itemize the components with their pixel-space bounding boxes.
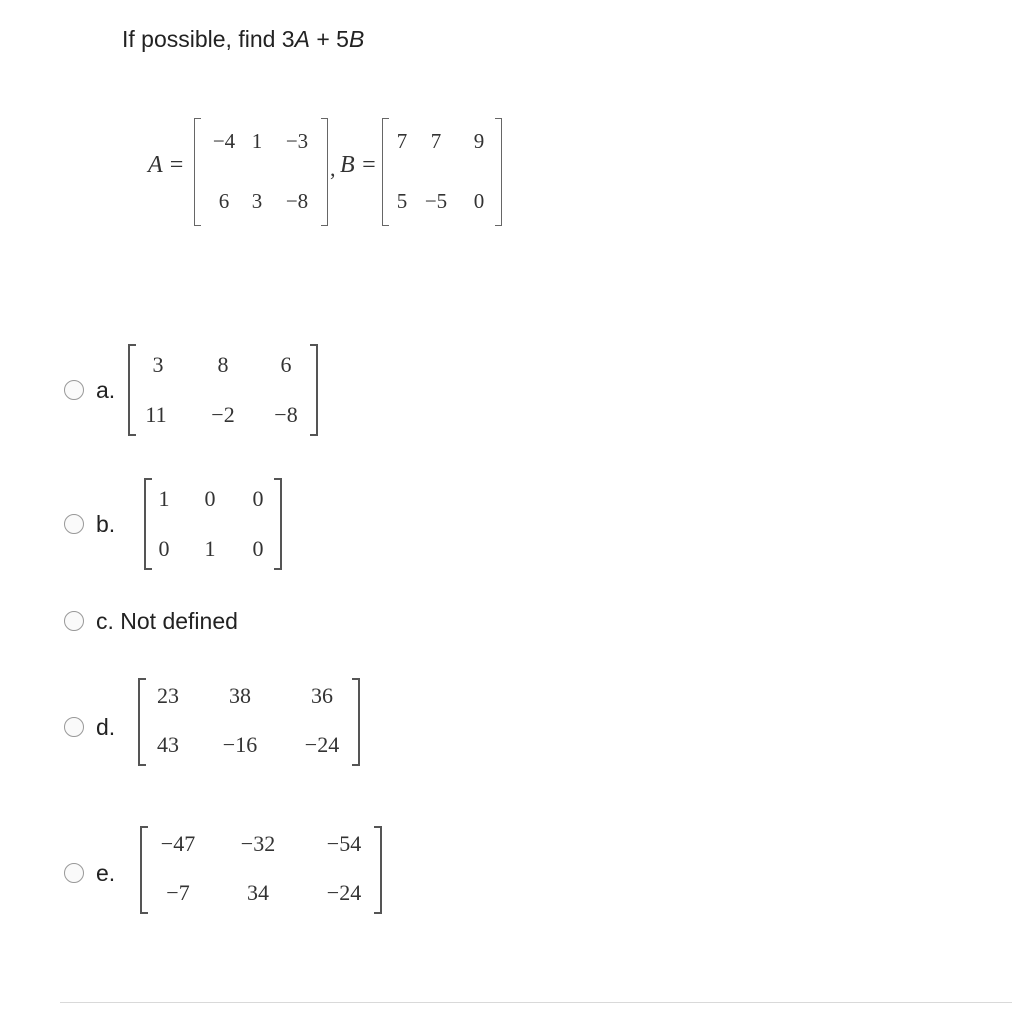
matrix-cell: −16 [222,732,258,757]
matrix-cell: 34 [247,880,269,905]
matrix-cell: −32 [240,831,276,856]
matrix-cell: 8 [217,352,229,377]
matrix-a [194,118,328,226]
question-text-mid: + 5 [309,26,349,52]
matrix-cell: 38 [229,683,251,708]
choice-d-label: d. [96,714,116,740]
radio-button-b[interactable] [64,514,84,534]
choice-d-matrix [138,678,360,766]
matrix-cell: 3 [152,352,164,377]
matrix-cell: −54 [326,831,362,856]
choice-a-matrix [128,344,318,436]
radio-button-d[interactable] [64,717,84,737]
matrix-a-cell: 6 [218,189,230,213]
matrix-cell: 0 [252,536,264,561]
question-prompt [122,26,364,53]
matrix-cell: 0 [158,536,170,561]
radio-button-e[interactable] [64,863,84,883]
matrix-b-cell: 5 [396,189,408,213]
matrix-cell: 36 [311,683,333,708]
matrix-separator: , [330,156,336,181]
matrix-cell: 1 [158,486,170,511]
radio-button-a[interactable] [64,380,84,400]
matrix-b-cell: 7 [396,129,408,153]
choice-b-label: b. [96,511,116,537]
matrix-b-cell: 9 [473,129,485,153]
matrix-cell: 43 [157,732,179,757]
matrix-cell: 23 [157,683,179,708]
matrix-cell: −7 [166,880,190,905]
matrix-a-cell: −3 [285,129,309,153]
divider [60,1002,1012,1003]
choice-e-matrix [140,826,382,914]
matrix-cell: 0 [252,486,264,511]
radio-button-c[interactable] [64,611,84,631]
matrix-cell: −2 [211,402,235,427]
matrix-cell: −8 [274,402,298,427]
matrix-cell: 1 [204,536,216,561]
matrix-a-cell: −8 [285,189,309,213]
matrix-a-cell: 1 [251,129,263,153]
matrix-a-label: A = [148,152,185,178]
matrix-b-cell: 7 [430,129,442,153]
matrix-cell: −24 [304,732,340,757]
question-text: If possible, find 3 [122,26,295,52]
choice-a-label: a. [96,377,116,403]
matrix-cell: 11 [145,402,167,427]
question-var-b: B [348,26,365,52]
matrix-b-cell: −5 [424,189,448,213]
matrix-cell: −24 [326,880,362,905]
question-var-a: A [294,26,310,52]
choice-c-label: c. Not defined [96,608,238,634]
matrix-a-cell: 3 [251,189,263,213]
matrix-cell: 6 [280,352,292,377]
choice-e-label: e. [96,860,116,886]
matrix-cell: −47 [160,831,196,856]
choice-b-matrix [144,478,282,570]
matrix-b-cell: 0 [473,189,485,213]
matrix-cell: 0 [204,486,216,511]
matrix-b-label: B = [340,152,377,178]
matrix-a-cell: −4 [212,129,236,153]
matrix-b [382,118,502,226]
